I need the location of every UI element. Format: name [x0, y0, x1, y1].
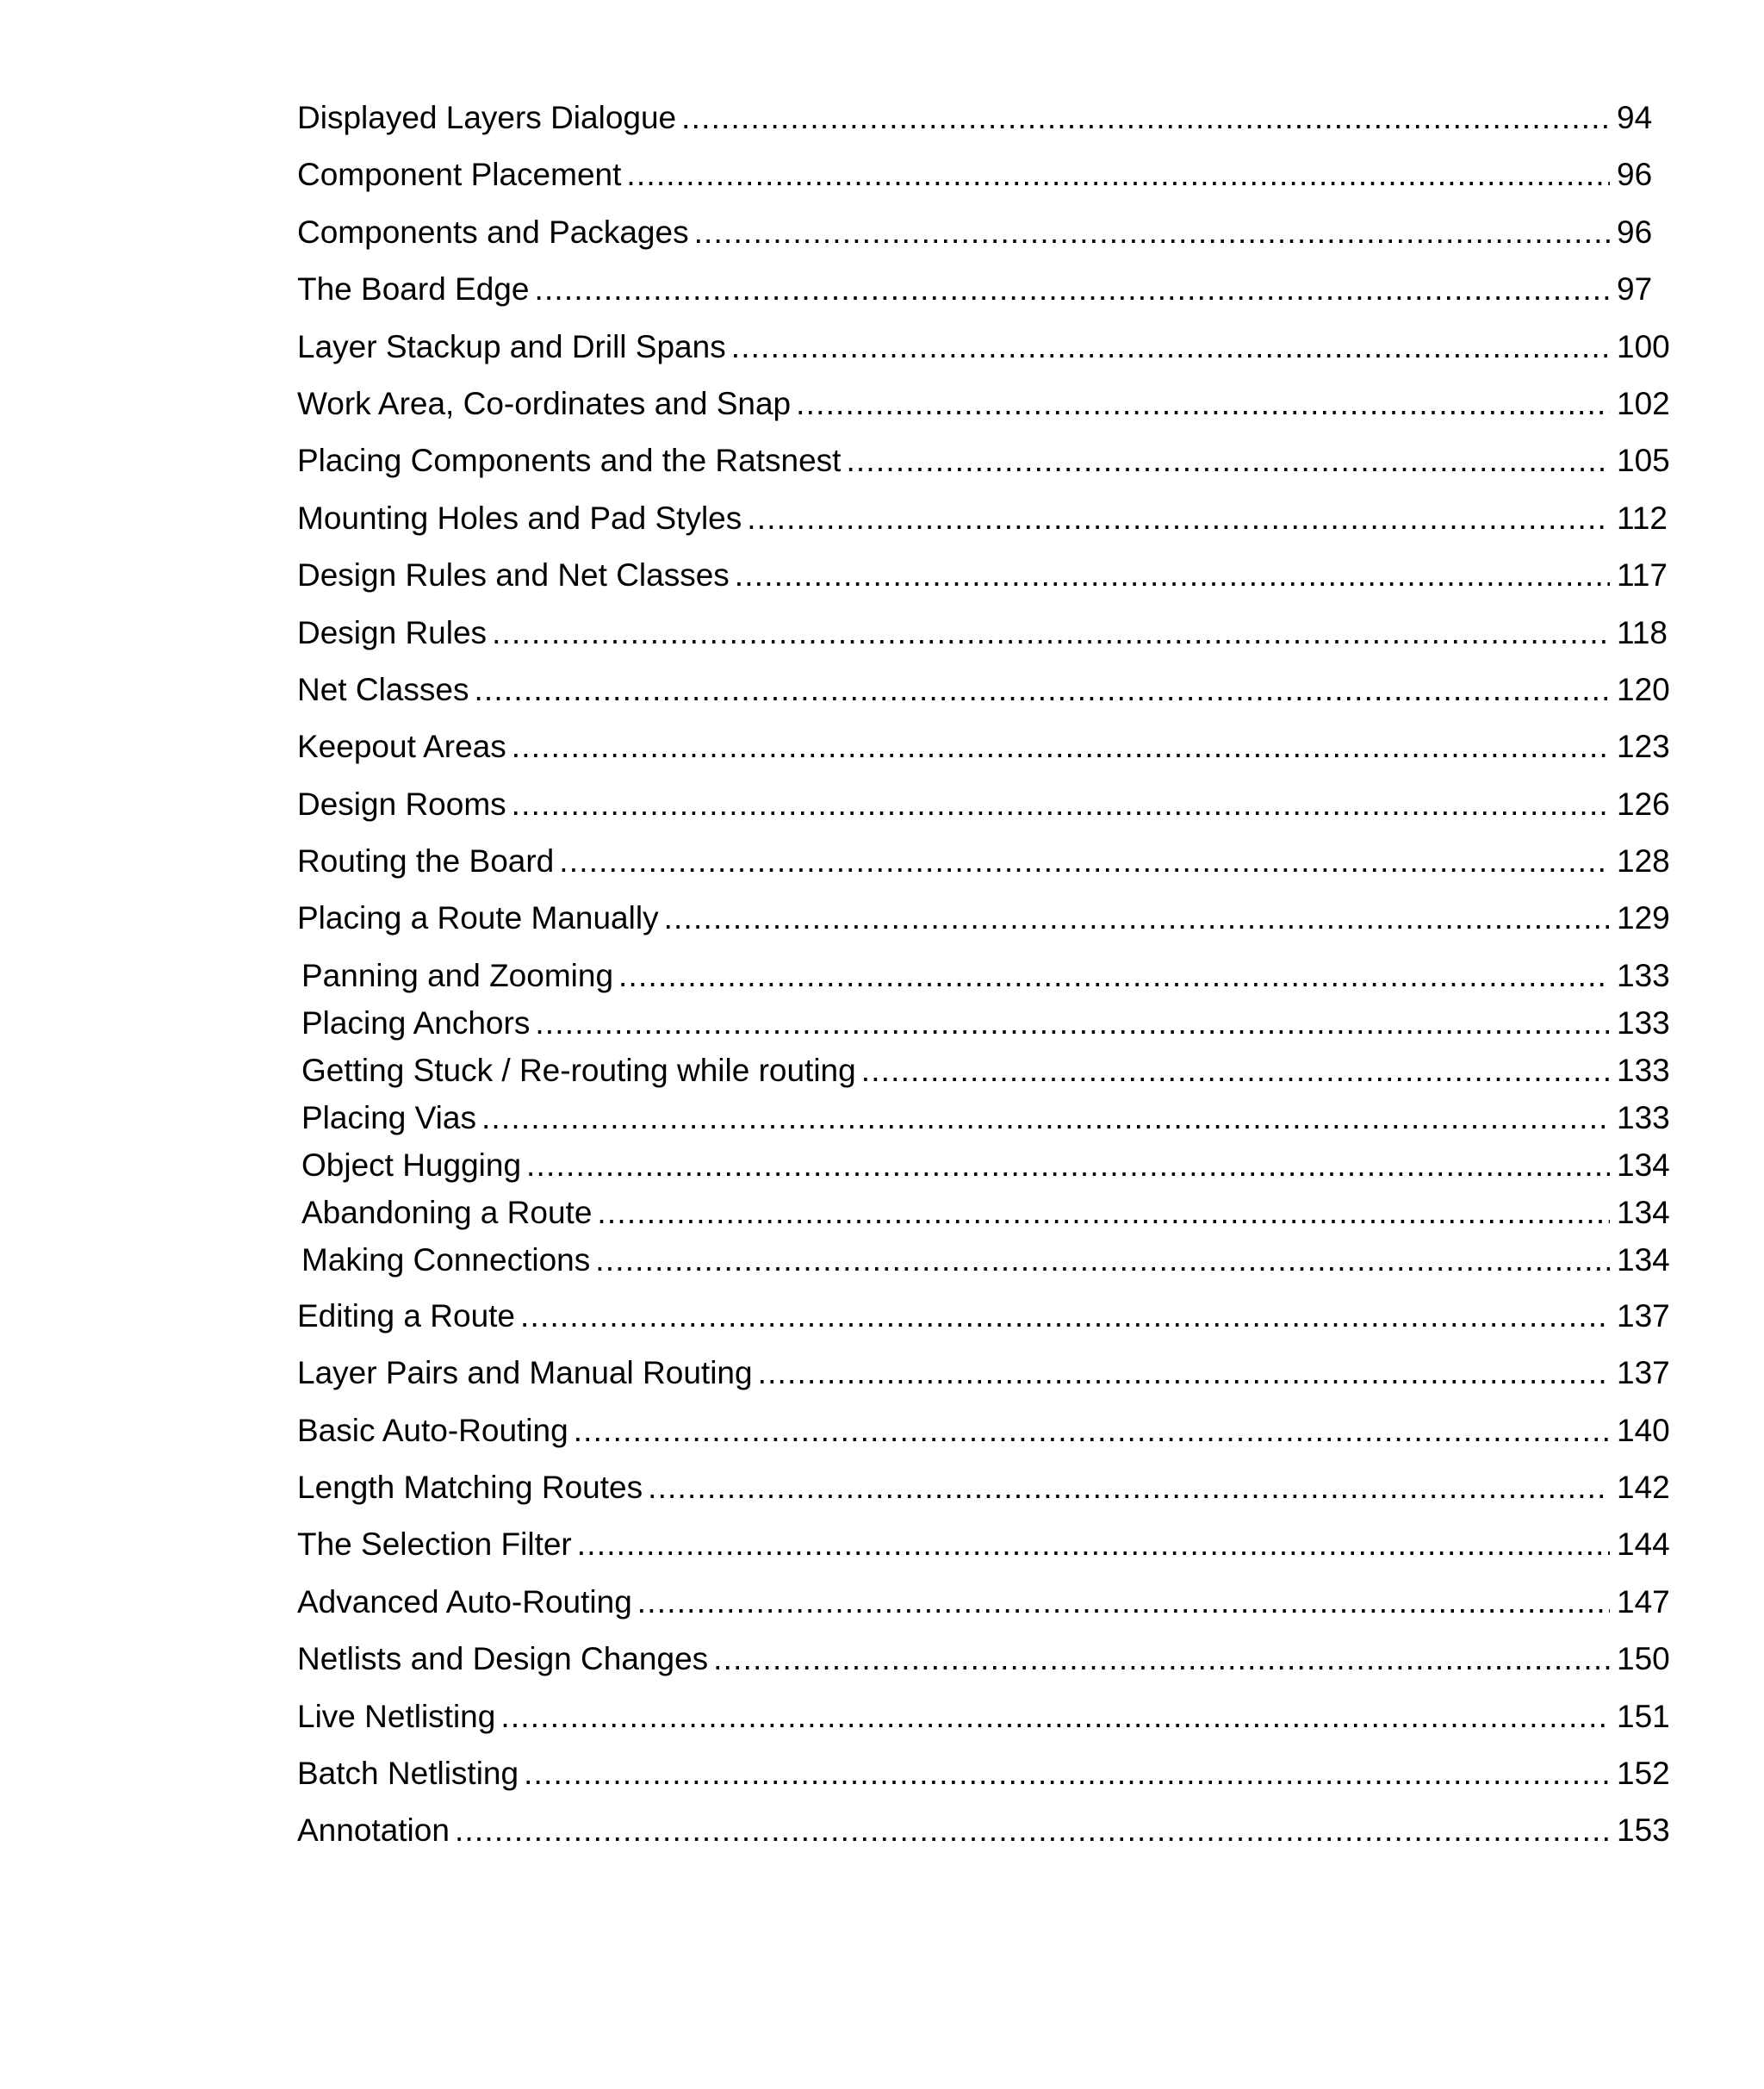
toc-entry-page-number: 137 — [1617, 1355, 1670, 1391]
toc-entry-page-number: 144 — [1617, 1526, 1670, 1563]
dot-leader — [559, 843, 1610, 880]
toc-entry-page-number: 118 — [1617, 614, 1668, 650]
dot-leader — [574, 1413, 1610, 1449]
toc-entry-title: Placing Components and the Ratsnest — [297, 443, 842, 479]
toc-entry[interactable] — [297, 1242, 1675, 1298]
dot-leader — [512, 729, 1610, 765]
toc-entry-title: Basic Auto-Routing — [297, 1412, 568, 1448]
toc-entry[interactable] — [297, 615, 1675, 672]
toc-entry[interactable] — [297, 786, 1675, 843]
toc-entry[interactable] — [297, 157, 1675, 214]
toc-entry-page-number: 142 — [1617, 1470, 1670, 1506]
dot-leader — [534, 271, 1610, 308]
toc-entry-title: Getting Stuck / Re-routing while routing — [301, 1052, 856, 1088]
toc-entry[interactable] — [297, 1195, 1675, 1242]
toc-entry[interactable] — [297, 1100, 1675, 1147]
toc-entry[interactable] — [297, 672, 1675, 729]
dot-leader — [846, 443, 1610, 479]
toc-entry-title: Layer Stackup and Drill Spans — [297, 328, 726, 364]
toc-entry[interactable] — [297, 1147, 1675, 1195]
toc-entry[interactable] — [297, 958, 1675, 1005]
dot-leader — [535, 1005, 1610, 1041]
toc-entry-title: Netlists and Design Changes — [297, 1641, 709, 1677]
toc-entry-title: Displayed Layers Dialogue — [297, 100, 677, 135]
toc-entry[interactable] — [297, 729, 1675, 786]
dot-leader — [637, 1584, 1610, 1620]
dot-leader — [796, 386, 1610, 422]
dot-leader — [648, 1470, 1610, 1506]
dot-leader — [626, 157, 1610, 193]
toc-entry-page-number: 134 — [1617, 1147, 1670, 1183]
toc-entry-page-number: 96 — [1617, 214, 1653, 250]
dot-leader — [474, 672, 1610, 708]
toc-entry-page-number: 134 — [1617, 1241, 1670, 1278]
dot-leader — [481, 1100, 1610, 1136]
toc-entry-page-number: 100 — [1617, 328, 1670, 364]
toc-entry-title: Panning and Zooming — [301, 957, 614, 993]
toc-entry-page-number: 133 — [1617, 1052, 1670, 1088]
toc-entry[interactable] — [297, 1413, 1675, 1470]
toc-entry-page-number: 128 — [1617, 843, 1670, 880]
toc-entry-title: Placing Anchors — [301, 1004, 531, 1041]
toc-entry-title: Editing a Route — [297, 1297, 516, 1334]
toc-entry-title: Design Rules — [297, 614, 488, 650]
toc-entry[interactable] — [297, 843, 1675, 900]
toc-entry-page-number: 129 — [1617, 900, 1670, 936]
toc-entry[interactable] — [297, 100, 1675, 157]
dot-leader — [758, 1355, 1610, 1391]
toc-entry[interactable] — [297, 1584, 1675, 1641]
toc-entry-page-number: 152 — [1617, 1755, 1670, 1791]
dot-leader — [713, 1641, 1610, 1677]
toc-entry-title: Keepout Areas — [297, 729, 506, 765]
toc-entry-title: Live Netlisting — [297, 1698, 496, 1734]
toc-entry-title: The Board Edge — [297, 271, 530, 308]
dot-leader — [664, 900, 1610, 936]
dot-leader — [512, 786, 1610, 823]
toc-entry-page-number: 133 — [1617, 957, 1670, 993]
toc-entry-title: Components and Packages — [297, 214, 689, 250]
toc-entry[interactable] — [297, 1699, 1675, 1756]
dot-leader — [681, 100, 1610, 136]
dot-leader — [618, 958, 1610, 994]
toc-entry-title: Annotation — [297, 1812, 450, 1849]
toc-entry-page-number: 120 — [1617, 671, 1670, 707]
toc-entry[interactable] — [297, 1641, 1675, 1698]
toc-entry-page-number: 126 — [1617, 786, 1670, 822]
toc-entry-page-number: 153 — [1617, 1812, 1670, 1849]
toc-entry-page-number: 137 — [1617, 1297, 1670, 1334]
toc-entry[interactable] — [297, 1812, 1675, 1869]
dot-leader — [500, 1699, 1610, 1735]
toc-entry[interactable] — [297, 1756, 1675, 1812]
toc-entry[interactable] — [297, 329, 1675, 386]
toc-entry-page-number: 134 — [1617, 1194, 1670, 1230]
toc-entry-title: Abandoning a Route — [301, 1194, 593, 1230]
toc-entry-page-number: 151 — [1617, 1698, 1670, 1734]
toc-entry-page-number: 133 — [1617, 1004, 1670, 1041]
dot-leader — [455, 1812, 1610, 1849]
toc-entry[interactable] — [297, 443, 1675, 500]
dot-leader — [731, 329, 1610, 365]
toc-entry-page-number: 96 — [1617, 157, 1653, 193]
toc-entry[interactable] — [297, 1526, 1675, 1583]
dot-leader — [597, 1195, 1610, 1231]
toc-entry[interactable] — [297, 214, 1675, 271]
toc-entry[interactable] — [297, 557, 1675, 614]
toc-entry-title: Mounting Holes and Pad Styles — [297, 500, 742, 536]
toc-entry-title: Making Connections — [301, 1241, 591, 1278]
toc-entry-page-number: 105 — [1617, 443, 1670, 479]
toc-entry-page-number: 117 — [1617, 557, 1668, 594]
toc-entry[interactable] — [297, 500, 1675, 557]
dot-leader — [694, 214, 1610, 251]
toc-entry-title: Layer Pairs and Manual Routing — [297, 1355, 753, 1391]
toc-entry-page-number: 150 — [1617, 1641, 1670, 1677]
dot-leader — [492, 615, 1610, 651]
toc-entry-page-number: 97 — [1617, 271, 1653, 308]
toc-entry[interactable] — [297, 386, 1675, 443]
toc-entry[interactable] — [297, 1355, 1675, 1412]
toc-entry[interactable] — [297, 1470, 1675, 1526]
toc-entry-page-number: 140 — [1617, 1412, 1670, 1448]
toc-entry-page-number: 133 — [1617, 1099, 1670, 1135]
toc-entry-title: Advanced Auto-Routing — [297, 1583, 632, 1620]
toc-entry-title: The Selection Filter — [297, 1526, 572, 1563]
toc-entry-page-number: 123 — [1617, 729, 1670, 765]
dot-leader — [861, 1053, 1610, 1089]
toc-entry-title: Routing the Board — [297, 843, 555, 880]
dot-leader — [520, 1298, 1610, 1334]
toc-entry[interactable] — [297, 1053, 1675, 1100]
toc-entry-title: Component Placement — [297, 157, 622, 193]
toc-entry[interactable] — [297, 271, 1675, 328]
table-of-contents — [297, 100, 1675, 1870]
toc-entry-title: Batch Netlisting — [297, 1755, 519, 1791]
toc-entry-page-number: 94 — [1617, 100, 1653, 135]
dot-leader — [735, 557, 1610, 594]
dot-leader — [577, 1526, 1610, 1563]
toc-entry-title: Object Hugging — [301, 1147, 522, 1183]
toc-entry-title: Design Rules and Net Classes — [297, 557, 730, 594]
toc-entry-title: Length Matching Routes — [297, 1470, 643, 1506]
toc-entry-title: Work Area, Co-ordinates and Snap — [297, 385, 792, 421]
toc-entry-title: Placing Vias — [301, 1099, 476, 1135]
toc-entry[interactable] — [297, 1005, 1675, 1053]
toc-entry-title: Design Rooms — [297, 786, 506, 822]
dot-leader — [747, 500, 1610, 537]
toc-entry-page-number: 112 — [1617, 500, 1668, 536]
toc-entry-title: Placing a Route Manually — [297, 900, 659, 936]
toc-entry-page-number: 147 — [1617, 1583, 1670, 1620]
toc-entry[interactable] — [297, 1298, 1675, 1355]
toc-entry-page-number: 102 — [1617, 385, 1670, 421]
dot-leader — [524, 1756, 1610, 1792]
toc-entry[interactable] — [297, 900, 1675, 957]
dot-leader — [595, 1242, 1610, 1278]
dot-leader — [526, 1147, 1610, 1184]
toc-entry-title: Net Classes — [297, 671, 469, 707]
